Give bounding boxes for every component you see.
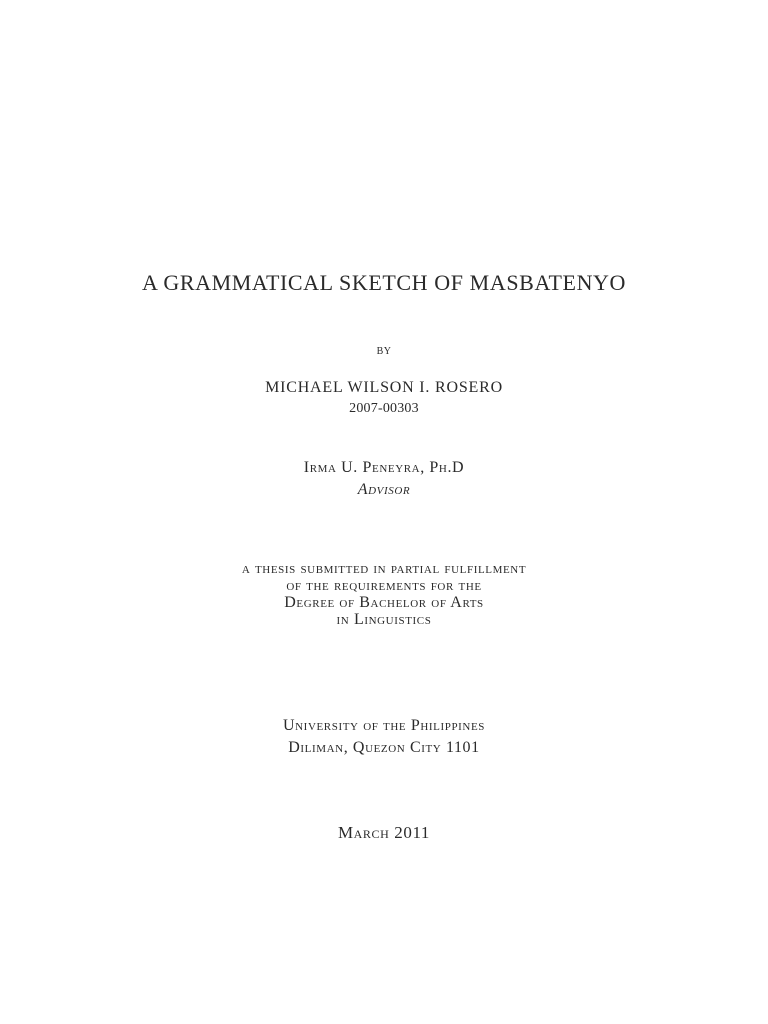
thesis-statement-line-3: Degree of Bachelor of Arts bbox=[284, 594, 484, 611]
student-number: 2007-00303 bbox=[349, 401, 419, 416]
institution-line-1: University of the Philippines bbox=[282, 717, 486, 734]
by-line: by bbox=[376, 343, 392, 358]
thesis-statement-line-4: in Linguistics bbox=[336, 611, 432, 628]
institution-line-2: Diliman, Quezon City 1101 bbox=[288, 739, 480, 756]
advisor-role: Advisor bbox=[357, 481, 411, 498]
thesis-statement-line-1: a thesis submitted in partial fulfillment bbox=[241, 560, 527, 577]
thesis-statement-line-2: of the requirements for the bbox=[286, 577, 482, 594]
advisor-name: Irma U. Peneyra, Ph.D bbox=[303, 459, 465, 476]
thesis-title: A GRAMMATICAL SKETCH OF MASBATENYO bbox=[141, 270, 627, 295]
submission-date: March 2011 bbox=[337, 823, 431, 842]
author-name: MICHAEL WILSON I. ROSERO bbox=[265, 379, 503, 396]
